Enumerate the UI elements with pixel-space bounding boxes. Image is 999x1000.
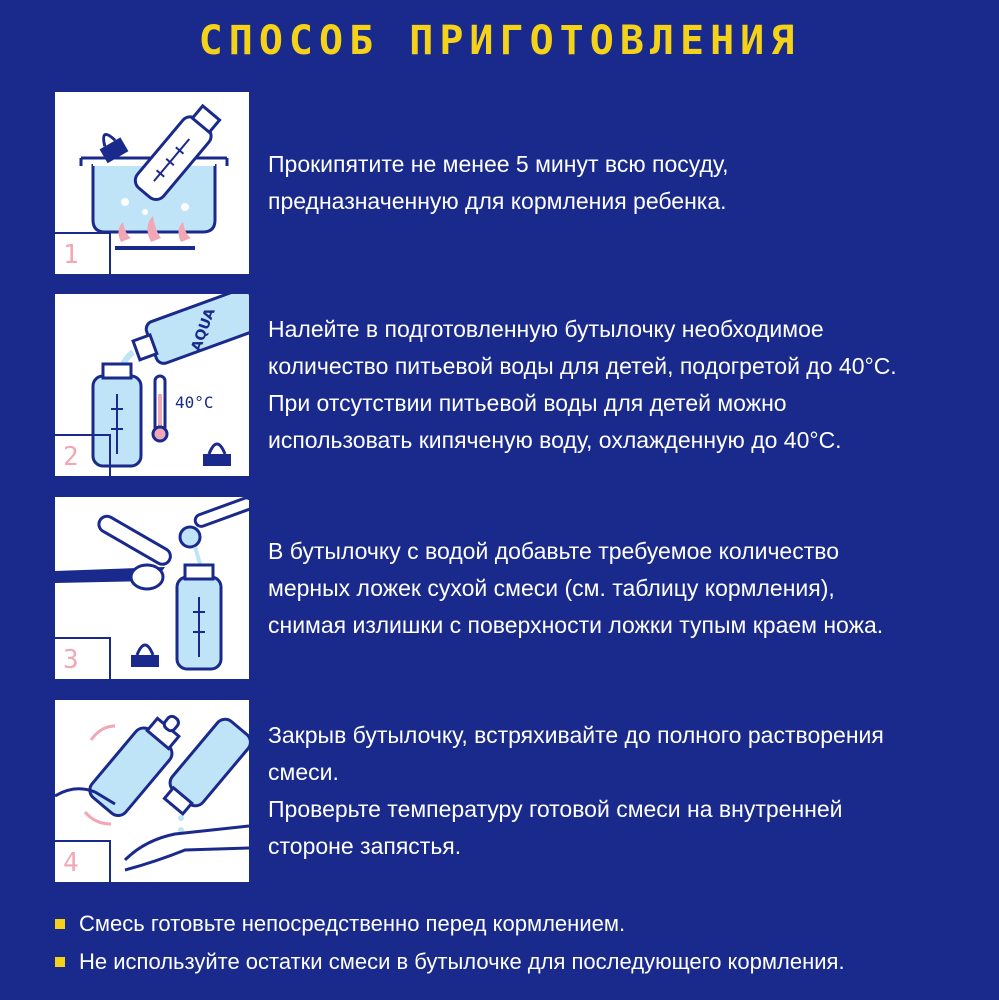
step-2 xyxy=(55,294,955,476)
step-text-line: При отсутствии питьевой воды для детей можно xyxy=(268,390,787,416)
notes-list xyxy=(55,905,975,981)
step-4 xyxy=(55,700,955,882)
step-3-illustration xyxy=(55,497,249,679)
step-1-text xyxy=(268,92,958,274)
step-text-line: Проверьте температуру готовой смеси на внутренней xyxy=(268,796,843,822)
step-text-line: Налейте в подготовленную бутылочку необходимое xyxy=(268,316,824,342)
step-text-line: снимая излишки с поверхности ложки тупым краем ножа. xyxy=(268,611,884,638)
step-number: 4 xyxy=(63,848,79,878)
step-text-line: стороне запястья. xyxy=(268,833,462,859)
note-text: Не используйте остатки смеси в бутылочке для последующего кормления. xyxy=(79,949,845,974)
step-text-line: количество питьевой воды для детей, подогретой до 40°C. xyxy=(268,353,897,379)
step-text-line: предназначенную для кормления ребенка. xyxy=(268,188,727,214)
thermometer-label: 40°C xyxy=(175,393,214,412)
step-3 xyxy=(55,497,955,679)
step-text-line: Закрыв бутылочку, встряхивайте до полного растворения xyxy=(268,722,884,748)
page-title: СПОСОБ ПРИГОТОВЛЕНИЯ xyxy=(198,18,801,64)
step-number: 3 xyxy=(63,645,79,675)
step-4-text xyxy=(268,700,958,882)
note-text: Смесь готовьте непосредственно перед кормлением. xyxy=(79,911,626,936)
step-3-text xyxy=(268,497,958,679)
step-text-line: мерных ложек сухой смеси (см. таблицу кормления), xyxy=(268,574,835,601)
step-2-text xyxy=(268,294,958,476)
step-text-line: использовать кипяченую воду, охлажденную до 40°C. xyxy=(268,427,842,453)
bullet-icon xyxy=(55,919,65,929)
step-text-line: Прокипятите не менее 5 минут всю посуду, xyxy=(268,151,729,177)
step-1-illustration xyxy=(55,92,249,274)
bullet-icon xyxy=(55,957,65,967)
note-item xyxy=(55,943,975,981)
note-item xyxy=(55,905,975,943)
step-2-illustration xyxy=(55,294,249,476)
step-text-line: В бутылочку с водой добавьте требуемое количество xyxy=(268,537,840,564)
step-text-line: смеси. xyxy=(268,759,339,785)
aqua-label: AQUA xyxy=(188,306,219,354)
step-number: 2 xyxy=(63,442,79,472)
step-4-illustration xyxy=(55,700,249,882)
step-1 xyxy=(55,92,955,274)
step-number: 1 xyxy=(63,240,79,270)
